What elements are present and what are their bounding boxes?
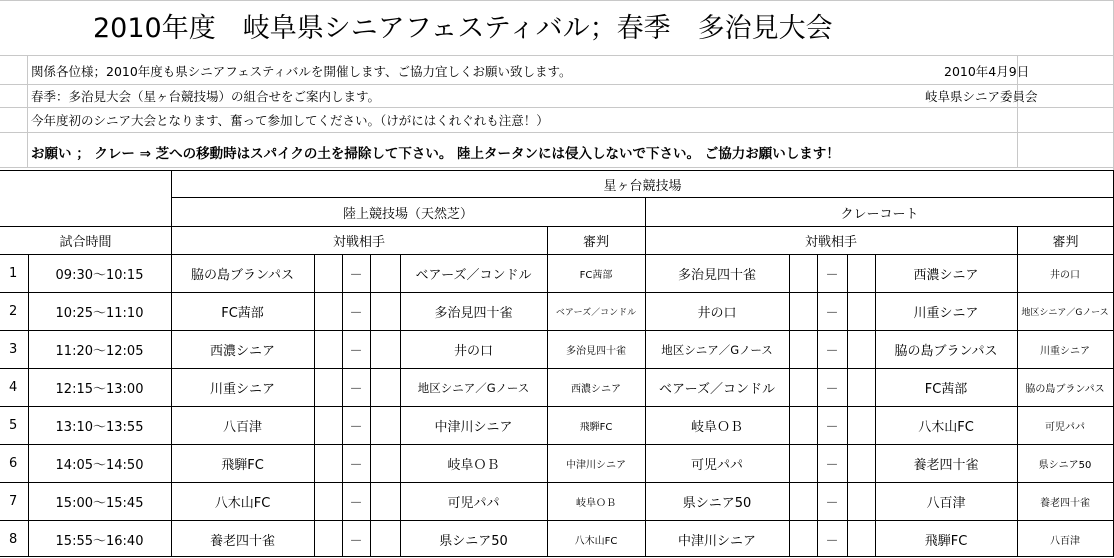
field-b-referee[interactable]: 川重シニア (1040, 346, 1090, 357)
field-a-team-2[interactable]: 可児パパ (447, 496, 500, 511)
field-b-referee[interactable]: 可児パパ (1045, 422, 1085, 433)
spacer[interactable] (847, 445, 875, 482)
field-b-referee-header[interactable]: 審判 (1052, 235, 1079, 250)
field-a-team-2[interactable]: 多治見四十雀 (434, 306, 513, 321)
gridline (0, 84, 1114, 85)
row-number[interactable]: 4 (9, 380, 18, 395)
spacer[interactable] (789, 521, 817, 558)
row-number[interactable]: 5 (9, 418, 18, 433)
spacer[interactable] (314, 255, 342, 292)
field-a-referee[interactable]: 多治見四十雀 (566, 346, 626, 357)
field-a-team-2[interactable]: 県シニア50 (439, 534, 508, 549)
versus-dash[interactable]: － (349, 420, 363, 435)
spacer[interactable] (847, 293, 875, 330)
field-b-team-1[interactable]: 岐阜ＯＢ (690, 420, 743, 435)
field-b-team-1[interactable]: 多治見四十雀 (677, 268, 756, 283)
field-a-team-2[interactable]: 地区シニア／Gノース (417, 380, 530, 395)
match-time[interactable]: 12:15〜13:00 (55, 382, 144, 397)
field-a-referee[interactable]: 八木山FC (574, 536, 618, 547)
versus-dash[interactable]: － (349, 382, 363, 397)
time-header[interactable]: 試合時間 (59, 235, 112, 250)
date-text: 2010年4月9日 (944, 64, 1030, 79)
spacer[interactable] (847, 255, 875, 292)
versus-dash[interactable]: － (825, 534, 839, 549)
field-b-team-2[interactable]: 養老四十雀 (913, 458, 979, 473)
note-line-1: 関係各位様；2010年度も県シニアフェスティバルを開催します、ご協力宜しくお願い致します。 (31, 64, 572, 79)
row-number[interactable]: 2 (9, 304, 18, 319)
versus-dash[interactable]: － (825, 344, 839, 359)
note-line-3: 今年度初のシニア大会となります、奮って参加してください。（けがにはくれぐれも注意！） (31, 113, 549, 128)
field-a-team-1[interactable]: 飛騨FC (221, 458, 264, 473)
field-b-team-2[interactable]: 西濃シニア (913, 268, 979, 283)
spacer[interactable] (789, 483, 817, 520)
field-a-team-1[interactable]: 川重シニア (209, 382, 275, 397)
spacer[interactable] (314, 293, 342, 330)
field-b-team-1[interactable]: 地区シニア／Gノース (661, 342, 773, 357)
row-number[interactable]: 3 (9, 342, 18, 357)
versus-dash[interactable]: － (349, 306, 363, 321)
spacer[interactable] (847, 369, 875, 406)
spacer[interactable] (370, 331, 400, 368)
field-a-referee[interactable]: ベアーズ／コンドル (555, 308, 637, 318)
field-a-team-1[interactable]: FC茜部 (221, 306, 264, 321)
row-number[interactable]: 7 (9, 494, 18, 509)
field-b-referee[interactable]: 地区シニア／Gノース (1021, 308, 1109, 318)
field-b-team-1[interactable]: 中津川シニア (677, 534, 756, 549)
versus-dash[interactable]: － (825, 382, 839, 397)
field-a-matchup-header[interactable]: 対戦相手 (332, 235, 385, 250)
field-a-referee-header[interactable]: 審判 (582, 235, 609, 250)
title-text: 2010年度 岐阜県シニアフェスティバル；春季 多治見大会 (93, 13, 833, 44)
spacer[interactable] (847, 407, 875, 444)
field-b-matchup-header[interactable]: 対戦相手 (804, 235, 857, 250)
row-number[interactable]: 6 (9, 456, 18, 471)
match-time[interactable]: 13:10〜13:55 (55, 420, 144, 435)
spacer[interactable] (789, 407, 817, 444)
versus-dash[interactable]: － (825, 420, 839, 435)
field-b-team-1[interactable]: ベアーズ／コンドル (659, 382, 775, 397)
field-b-header[interactable]: クレーコート (840, 206, 919, 222)
spacer[interactable] (314, 445, 342, 482)
field-b-referee[interactable]: 脇の島ブランパス (1025, 384, 1105, 395)
spacer[interactable] (847, 331, 875, 368)
spacer[interactable] (847, 483, 875, 520)
gridline (0, 167, 1114, 168)
gridline (0, 107, 1114, 108)
spacer[interactable] (314, 483, 342, 520)
field-a-team-2[interactable]: 井の口 (453, 344, 493, 359)
spacer[interactable] (370, 483, 400, 520)
spacer[interactable] (789, 331, 817, 368)
match-time[interactable]: 15:00〜15:45 (55, 496, 144, 511)
page-title (0, 9, 1114, 49)
field-b-referee[interactable]: 八百津 (1050, 536, 1080, 547)
spacer[interactable] (370, 293, 400, 330)
spacer[interactable] (370, 369, 400, 406)
field-a-team-1[interactable]: 養老四十雀 (209, 534, 275, 549)
field-b-team-1[interactable]: 可児パパ (690, 458, 743, 473)
spacer[interactable] (847, 521, 875, 558)
gridline (0, 132, 1114, 133)
spacer[interactable] (789, 445, 817, 482)
versus-dash[interactable]: － (349, 534, 363, 549)
note-line-2: 春季：多治見大会（星ヶ台競技場）の組合せをご案内します。 (31, 89, 381, 104)
venue-header[interactable]: 星ヶ台競技場 (603, 178, 682, 194)
versus-dash[interactable]: － (825, 306, 839, 321)
field-a-referee[interactable]: FC茜部 (579, 270, 613, 281)
field-b-referee[interactable]: 養老四十雀 (1040, 498, 1090, 509)
field-b-team-1[interactable]: 県シニア50 (682, 496, 752, 511)
field-b-team-2[interactable]: 飛騨FC (924, 534, 968, 549)
spacer[interactable] (370, 445, 400, 482)
match-time[interactable]: 10:25〜11:10 (55, 306, 144, 321)
spacer[interactable] (370, 521, 400, 558)
field-a-team-1[interactable]: 脇の島ブランパス (190, 268, 295, 283)
gridline (0, 0, 1114, 1)
field-b-referee[interactable]: 県シニア50 (1038, 460, 1092, 471)
row-number[interactable]: 1 (9, 266, 18, 281)
gridline (27, 55, 28, 167)
field-a-referee[interactable]: 岐阜ＯＢ (576, 498, 616, 509)
match-time[interactable]: 09:30〜10:15 (55, 268, 144, 283)
field-a-team-2[interactable]: 岐阜ＯＢ (447, 458, 500, 473)
spacer[interactable] (789, 369, 817, 406)
match-time[interactable]: 11:20〜12:05 (55, 344, 144, 359)
spacer[interactable] (789, 255, 817, 292)
field-a-team-1[interactable]: 八百津 (222, 420, 262, 435)
spacer[interactable] (314, 521, 342, 558)
field-a-referee[interactable]: 中津川シニア (566, 460, 626, 471)
versus-dash[interactable]: － (825, 496, 839, 511)
versus-dash[interactable]: － (349, 496, 363, 511)
match-time[interactable]: 15:55〜16:40 (55, 534, 144, 549)
field-a-team-2[interactable]: ベアーズ／コンドル (415, 268, 532, 283)
spacer[interactable] (370, 407, 400, 444)
versus-dash[interactable]: － (349, 344, 363, 359)
organizer-text: 岐阜県シニア委員会 (925, 89, 1038, 104)
field-a-referee[interactable]: 飛騨FC (579, 422, 613, 433)
notice-text: お願い ； クレー ⇒ 芝への移動時はスパイクの土を掃除して下さい。 陸上タータンには侵入しないで下さい。 ご協力お願いします！ (31, 146, 840, 162)
spacer[interactable] (314, 407, 342, 444)
spacer[interactable] (370, 255, 400, 292)
field-a-team-1[interactable]: 西濃シニア (209, 344, 275, 359)
field-a-team-2[interactable]: 中津川シニア (434, 420, 513, 435)
versus-dash[interactable]: － (825, 268, 839, 283)
spacer[interactable] (314, 369, 342, 406)
field-a-referee[interactable]: 西濃シニア (571, 384, 621, 395)
versus-dash[interactable]: － (825, 458, 839, 473)
versus-dash[interactable]: － (349, 458, 363, 473)
row-number[interactable]: 8 (9, 532, 18, 547)
field-b-team-2[interactable]: 脇の島ブランパス (894, 344, 998, 359)
field-b-referee[interactable]: 井の口 (1050, 270, 1080, 281)
field-b-team-2[interactable]: 八木山FC (918, 420, 974, 435)
field-b-team-2[interactable]: 川重シニア (913, 306, 979, 321)
spacer[interactable] (789, 293, 817, 330)
match-time[interactable]: 14:05〜14:50 (55, 458, 144, 473)
field-a-header[interactable]: 陸上競技場（天然芝） (342, 206, 473, 222)
field-b-team-2[interactable]: 八百津 (926, 496, 966, 511)
field-b-team-2[interactable]: FC茜部 (924, 382, 968, 397)
field-a-team-1[interactable]: 八木山FC (214, 496, 271, 511)
gridline (0, 55, 1114, 56)
spacer[interactable] (314, 331, 342, 368)
versus-dash[interactable]: － (349, 268, 363, 283)
field-b-team-1[interactable]: 井の口 (697, 306, 737, 321)
